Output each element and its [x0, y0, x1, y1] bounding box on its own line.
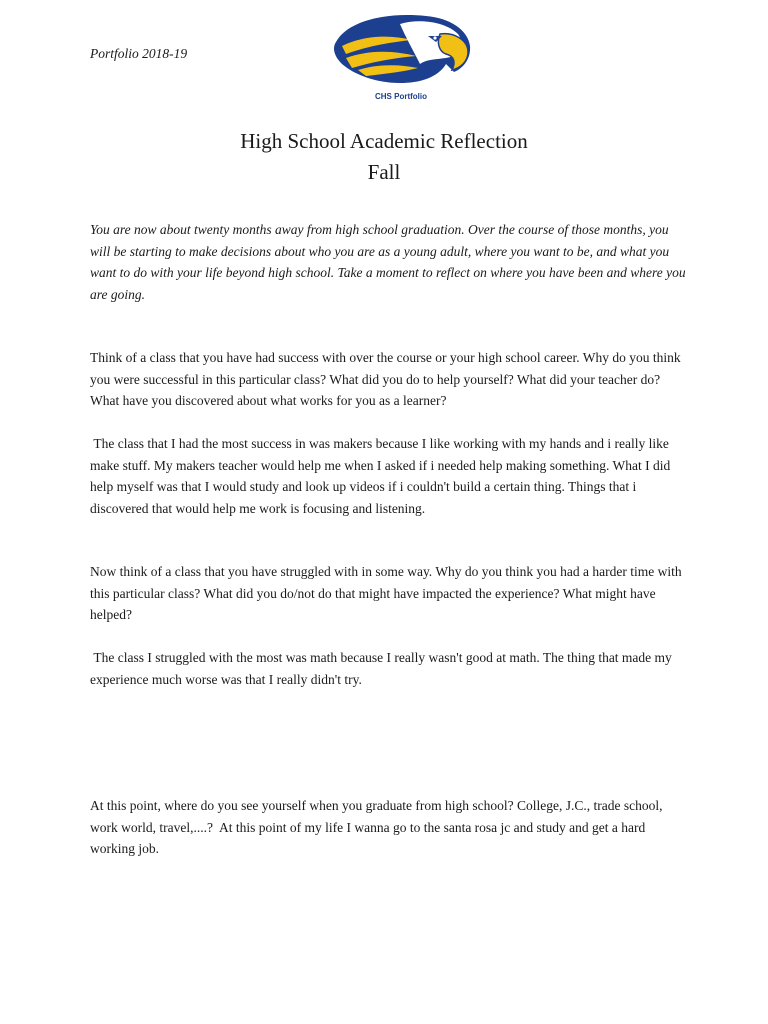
answer-2-text: The class I struggled with the most was math because I really wasn't good at math. The thing that made my experience much worse was that I really didn't try. [90, 650, 672, 687]
portfolio-label: Portfolio 2018-19 [90, 46, 188, 61]
answer-1 [90, 433, 690, 519]
question-3: At this point, where do you see yourself when you graduate from high school? College, J.C., trade school, work world, travel,....? [90, 798, 663, 835]
title-line-2: Fall [367, 160, 401, 184]
question-3-with-answer [90, 795, 690, 860]
eagle-logo [328, 12, 474, 112]
question-1: Think of a class that you have had success with over the course or your high school career. Why do you think you were successful in this particular class? What did you do to help yourself? What did your teacher do? What have you discovered about what works for you as a learner? [90, 350, 681, 408]
answer-3: At this point of my life I wanna go to the santa rosa jc and study and get a hard working job. [90, 819, 646, 856]
question-2: Now think of a class that you have struggled with in some way. Why do you think you had a harder time with this particular class? What did you do/not do that might have impacted the experience? What might have helped? [90, 564, 682, 622]
logo-caption: CHS Portfolio [375, 92, 427, 101]
answer-1-text: The class that I had the most success in was makers because I like working with my hands and i really like make stuff. My makers teacher would help me when I asked if i needed help making something. What I did help myself was that I would study and look up videos if i couldn't build a certain thing. Things that i discovered that would help me work is focusing and listening. [90, 436, 671, 516]
page-title [0, 126, 768, 188]
intro-paragraph: You are now about twenty months away from high school graduation. Over the course of those months, you will be starting to make decisions about who you are as a young adult, where you want to be, and what you want to do with your life beyond high school. Take a moment to reflect on where you have been and where you are going. [90, 222, 686, 302]
title-line-1: High School Academic Reflection [240, 129, 528, 153]
answer-2 [90, 647, 690, 690]
eagle-head-icon [328, 12, 474, 90]
